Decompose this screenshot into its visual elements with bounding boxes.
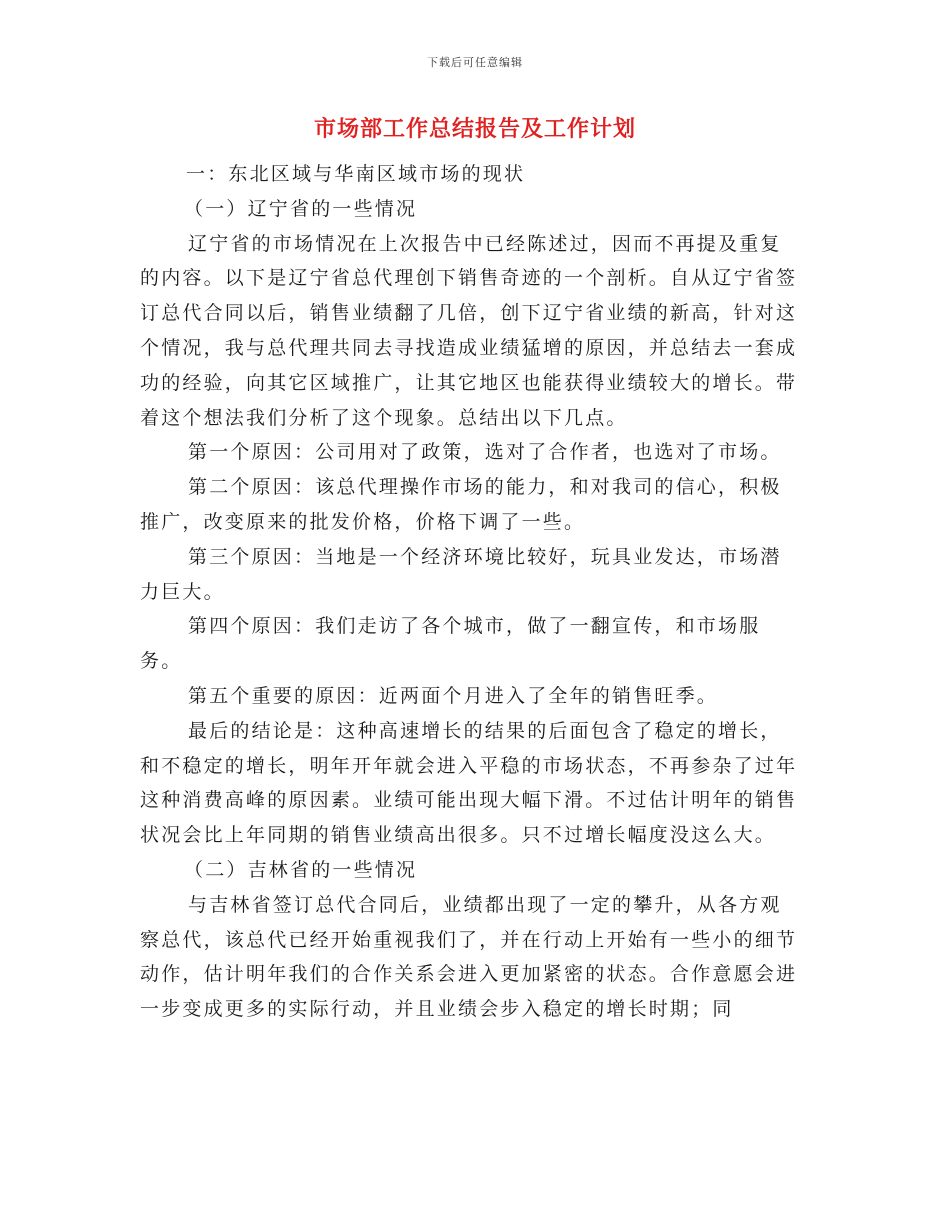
paragraph: 辽宁省的市场情况在上次报告中已经陈述过，因而不再提及重复的内容。以下是辽宁省总代理创下销售奇迹的一个剖析。自从辽宁省签订总代合同以后，销售业绩翻了几倍，创下辽宁省业绩的新高，针对这个情况，我与总代理共同去寻找造成业绩猛增的原因，并总结去一套成功的经验，向其它区域推广，让其它地区也能获得业绩较大的增长。带着这个想法我们分析了这个现象。总结出以下几点。 [140,232,798,429]
paragraph: 第五个重要的原因：近两面个月进入了全年的销售旺季。 [188,684,719,707]
document-body [140,157,800,1027]
paragraph: 第一个原因：公司用对了政策，选对了合作者，也选对了市场。 [188,441,782,464]
paragraph: 第二个原因：该总代理操作市场的能力，和对我司的信心，积极推广，改变原来的批发价格，价格下调了一些。 [140,476,782,533]
section-heading: 一：东北区域与华南区域市场的现状 [186,163,526,185]
document-title: 市场部工作总结报告及工作计划 [313,116,636,142]
header-note: 下载后可任意编辑 [427,56,523,69]
paragraph: 最后的结论是：这种高速增长的结果的后面包含了稳定的增长，和不稳定的增长，明年开年就会进入平稳的市场状态，不再参杂了过年这种消费高峰的原因素。业绩可能出现大幅下滑。不过估计明年的销售状况会比上年同期的销售业绩高出很多。只不过增长幅度没这么大。 [140,719,798,847]
paragraph: 第四个原因：我们走访了各个城市，做了一翻宣传，和市场服务。 [140,615,761,673]
paragraph: 第三个原因：当地是一个经济环境比较好，玩具业发达，市场潜力巨大。 [140,545,782,603]
paragraph: 与吉林省签订总代合同后，业绩都出现了一定的攀升，从各方观察总代，该总代已经开始重视我们了，并在行动上开始有一些小的细节动作，估计明年我们的合作关系会进入更加紧密的状态。合作意愿会进一步变成更多的实际行动，并且业绩会步入稳定的增长时期；同 [140,893,798,1021]
subsection-heading-jilin: （二）吉林省的一些情况 [184,858,418,881]
subsection-heading-liaoning: （一）辽宁省的一些情况 [184,197,418,220]
